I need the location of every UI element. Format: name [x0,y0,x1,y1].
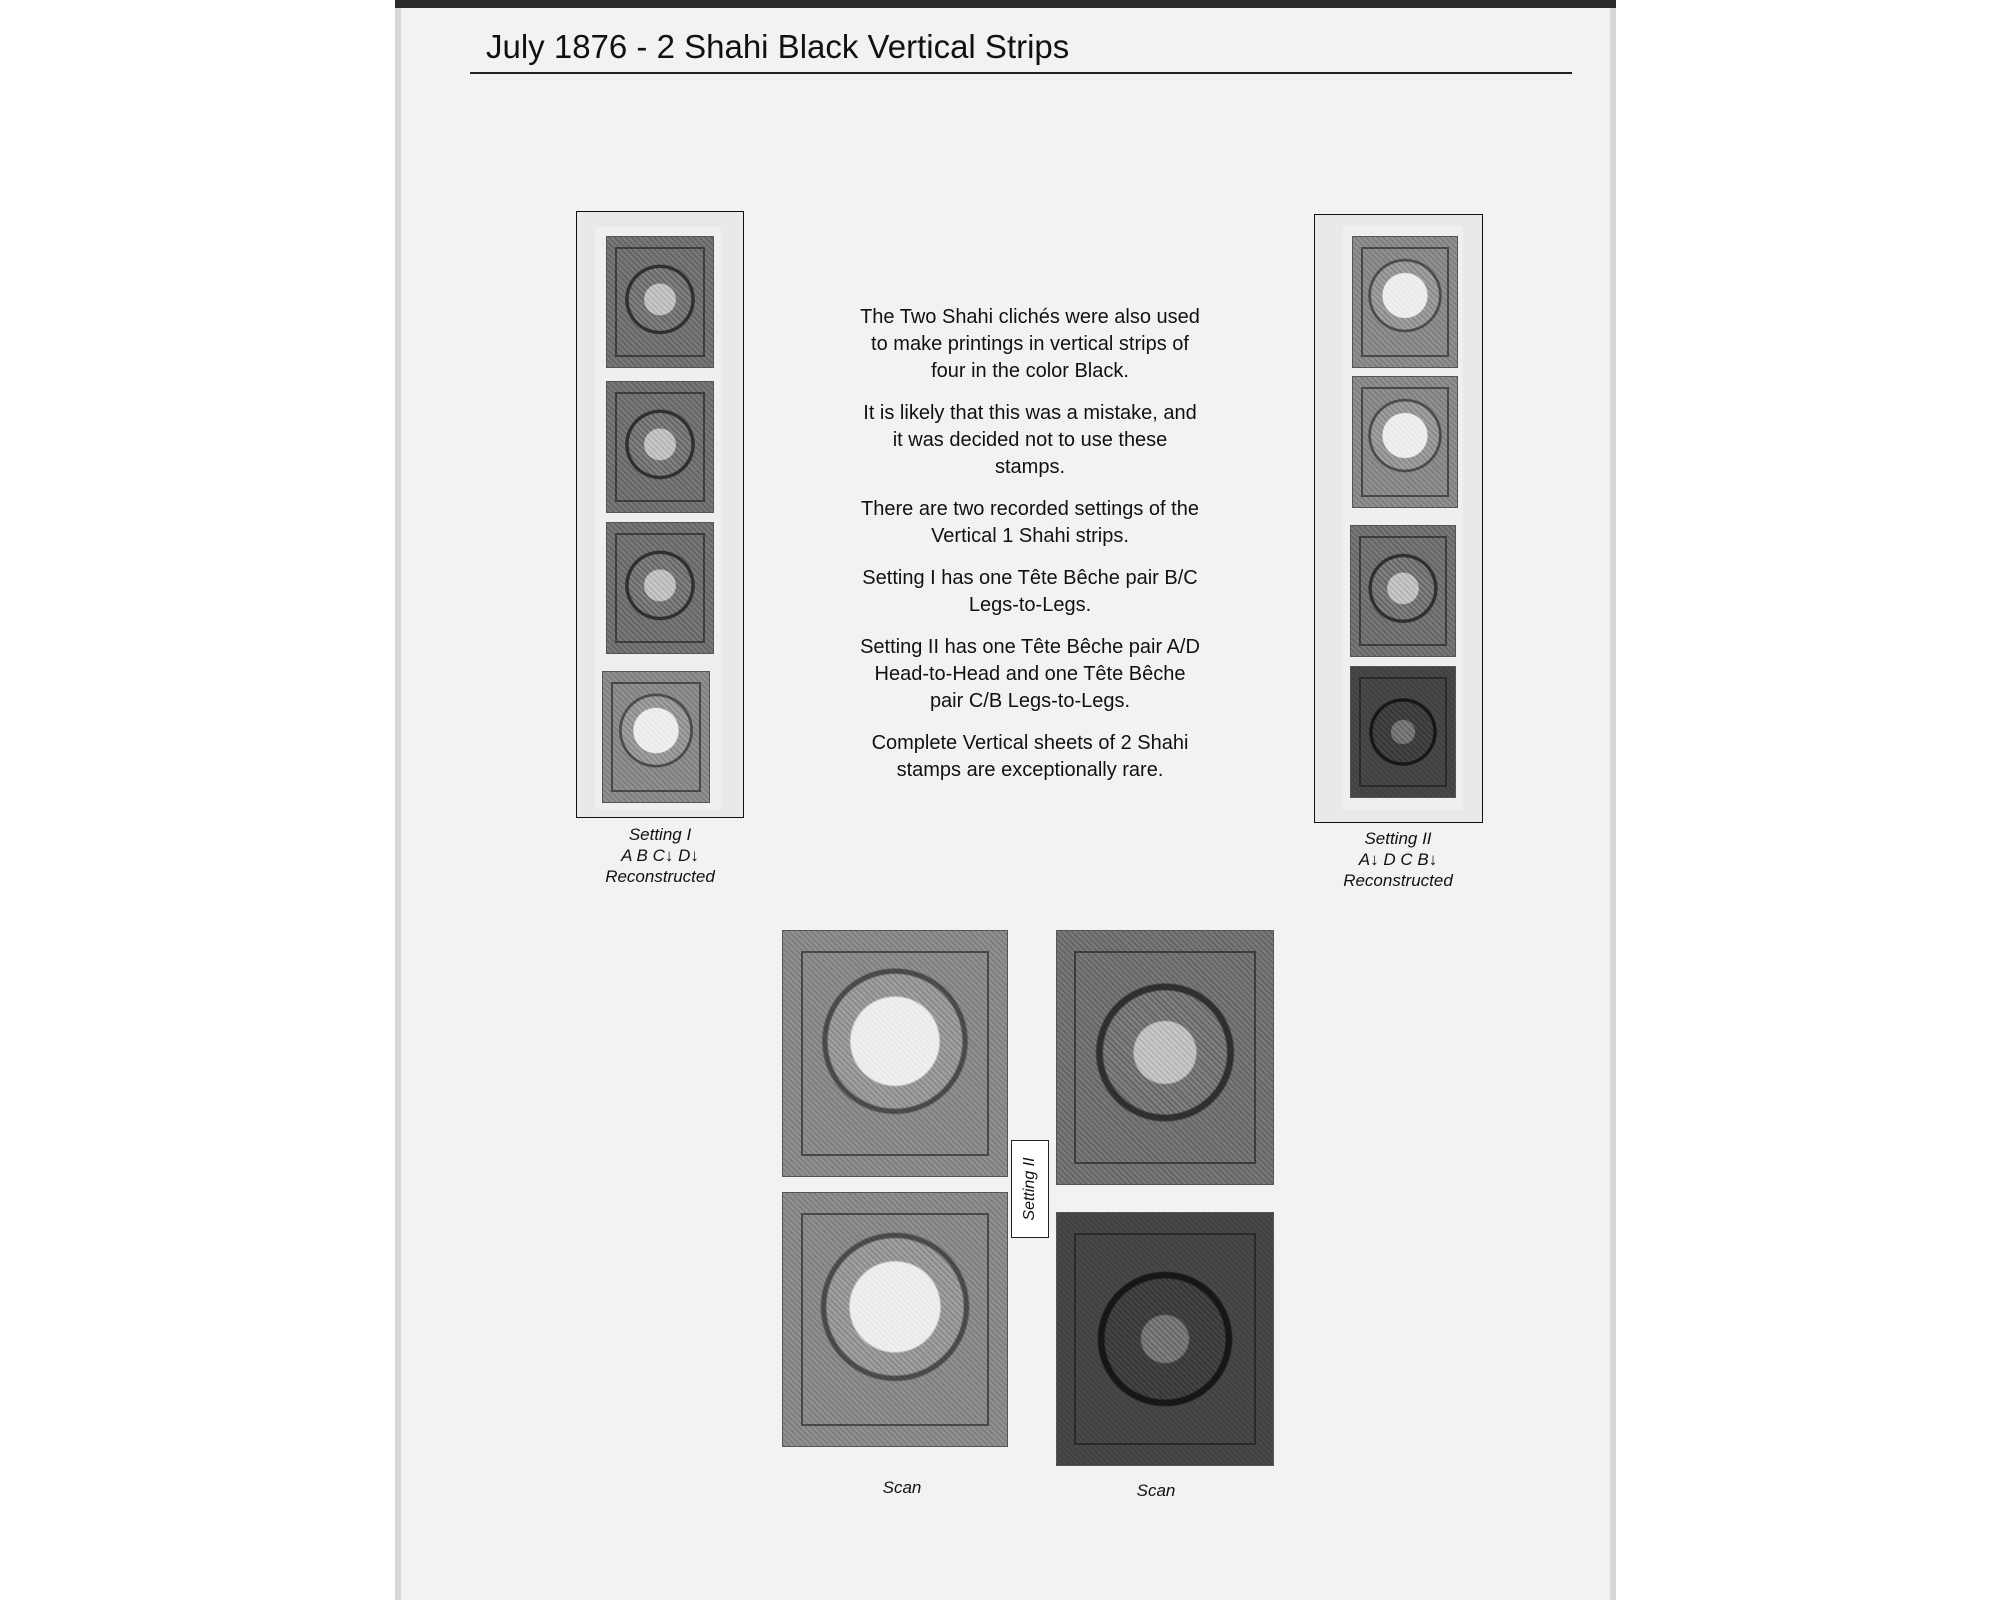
left-caption-note: Reconstructed [605,867,715,886]
scan-left-label: Scan [882,1478,922,1497]
right-strip-caption [1308,828,1488,891]
left-caption-setting: Setting I [628,825,692,844]
setting-ii-label: Setting II [1021,1157,1038,1221]
stamp-right-b [1352,376,1458,508]
setting-ii-label-box [1011,1140,1049,1238]
scan-right-label: Scan [1136,1481,1176,1500]
stamp-left-b [606,381,714,513]
right-caption-note: Reconstructed [1343,871,1453,890]
description-paragraph: Setting II has one Tête Bêche pair A/D Head-to-Head and one Tête Bêche pair C/B Legs-to-Legs. [860,636,1200,712]
page-left-edge [395,8,401,1600]
page-title: July 1876 - 2 Shahi Black Vertical Strips [486,28,1070,65]
scan-right-top [1056,930,1274,1185]
stamp-left-c [606,522,714,654]
left-strip-caption [570,824,750,887]
scan-left-bottom [782,1192,1008,1447]
right-caption-order: A↓ D C B↓ [1358,850,1438,869]
stamp-left-d [602,671,710,803]
stamp-right-c [1350,525,1456,657]
page-top-edge [395,0,1616,8]
stamp-right-a [1352,236,1458,368]
page-right-edge [1610,8,1616,1600]
title-underline [470,72,1572,74]
description-text [860,304,1200,799]
description-paragraph: The Two Shahi clichés were also used to make printings in vertical strips of four in the color Black. [860,306,1200,382]
stamp-right-d [1350,666,1456,798]
scan-right-bottom [1056,1212,1274,1466]
stamp-left-a [606,236,714,368]
description-paragraph: There are two recorded settings of the Vertical 1 Shahi strips. [861,498,1199,547]
right-caption-setting: Setting II [1364,829,1432,848]
description-paragraph: It is likely that this was a mistake, and it was decided not to use these stamps. [863,402,1197,478]
scan-left-top [782,930,1008,1177]
left-caption-order: A B C↓ D↓ [621,846,699,865]
description-paragraph: Complete Vertical sheets of 2 Shahi stamps are exceptionally rare. [871,732,1189,781]
description-paragraph: Setting I has one Tête Bêche pair B/C Legs-to-Legs. [862,567,1198,616]
